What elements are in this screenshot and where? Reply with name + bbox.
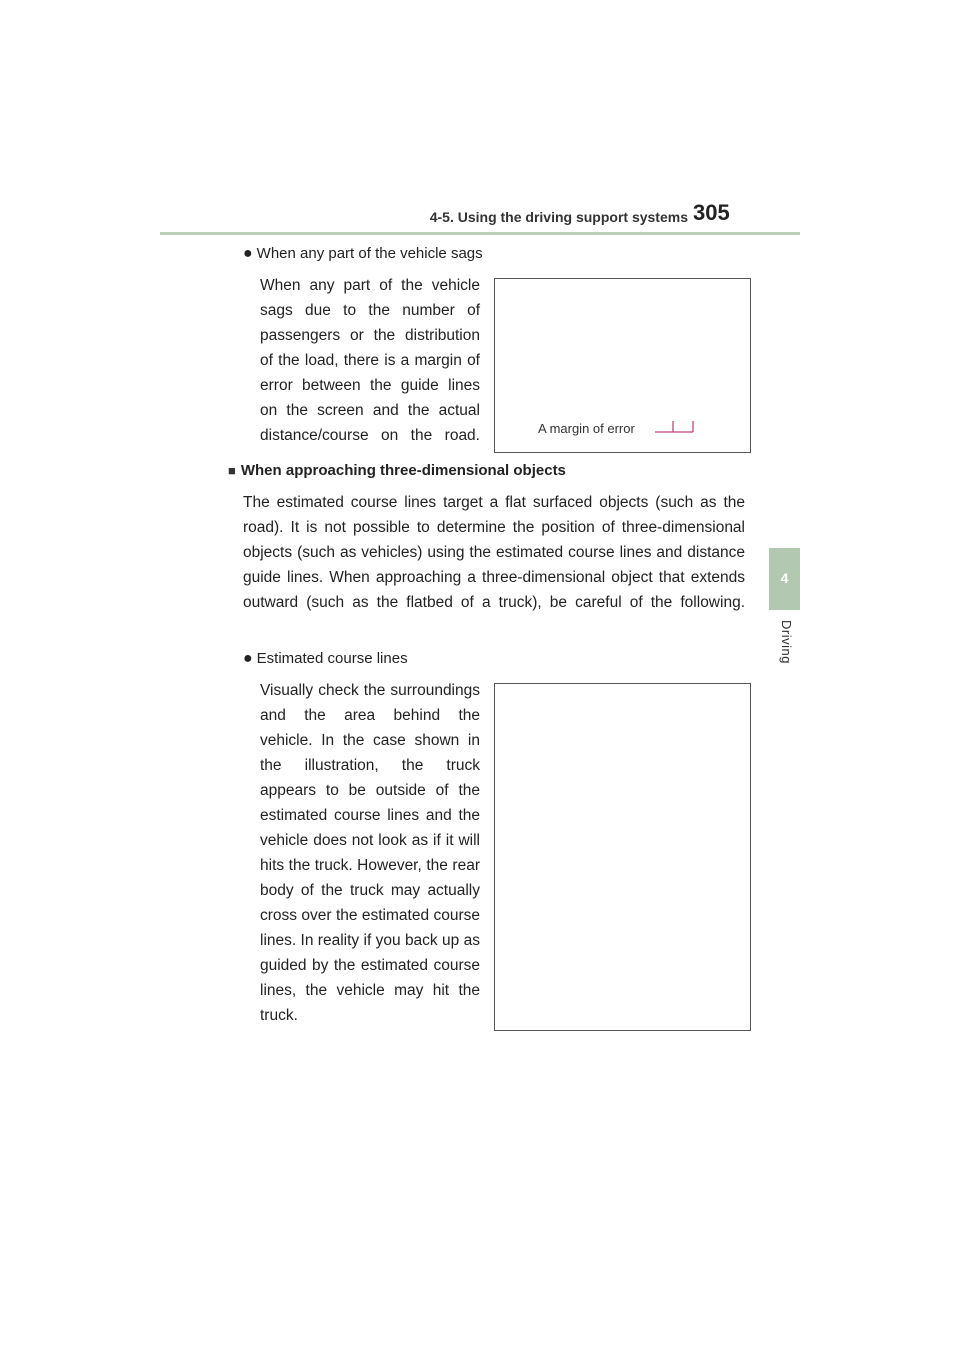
three-d-intro-text: The estimated course lines target a flat surfaced objects (such as the road). It is not possible to determine the position of three-dimensional objects (such as vehicles) using the estimated course lines and distance guide lines. When approaching a three-dimensional object that extends outward (such as the flatbed of a truck), be careful of the following. [243,494,745,611]
heading-square-icon: ■ [228,463,236,478]
header-divider [160,232,800,235]
truck-illustration [494,683,751,1031]
margin-of-error-caption: A margin of error [538,421,635,436]
course-lines-body-text: Visually check the surroundings and the area behind the vehicle. In the case shown in the illustration, the truck appears to be outside of the estimated course lines and the vehicle does not look as if it will hits the truck. However, the rear body of the truck may actually cross over the estimated course lines. In reality if you back up as guided by the estimated course lines, the vehicle may hit the truck. [260,682,480,1024]
three-d-heading-text: When approaching three-dimensional objects [240,462,566,479]
bullet-icon: ● [243,245,253,262]
chapter-number: 4 [780,570,789,586]
course-lines-bullet-label: Estimated course lines [256,650,408,667]
three-d-heading [228,462,566,479]
page-number: 305 [693,200,730,225]
chapter-label: Driving [779,620,794,664]
bullet-icon: ● [243,650,253,667]
section-title: 4-5. Using the driving support systems [429,209,688,225]
margin-bracket-icon [653,419,697,435]
sag-body-text: When any part of the vehicle sags due to the number of passengers or the distribution of the load, there is a margin of error between the guide lines on the screen and the actual distance/course on the road. [260,277,480,444]
course-lines-bullet [243,650,408,668]
sag-bullet [243,245,483,263]
sag-bullet-label: When any part of the vehicle sags [256,245,483,262]
sag-illustration [494,278,751,453]
